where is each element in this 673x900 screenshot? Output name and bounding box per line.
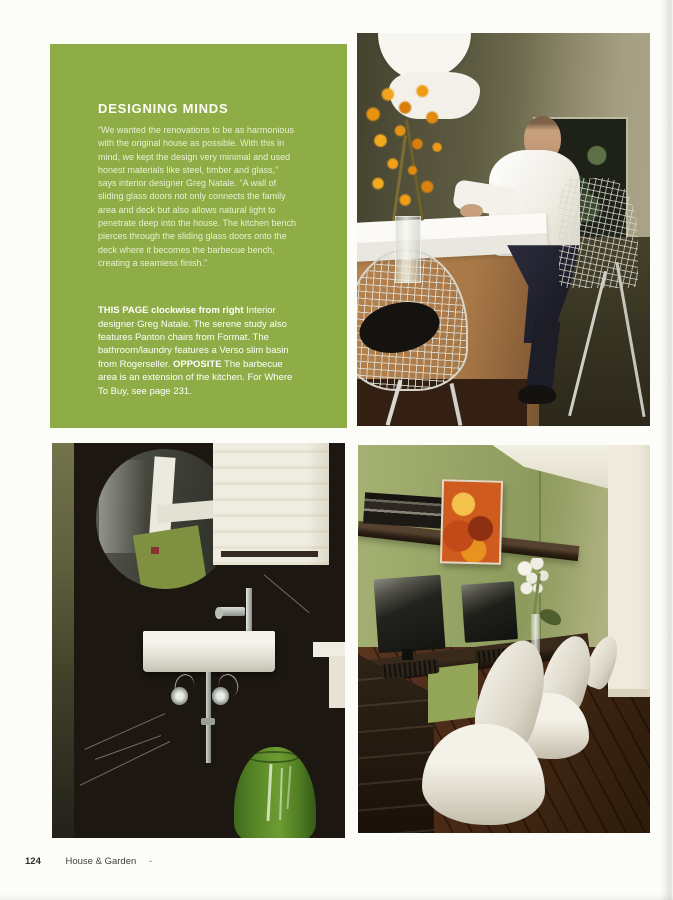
wire-barstool-right <box>559 178 638 288</box>
stool-cushion <box>357 296 444 361</box>
computer-monitor-right <box>461 581 517 643</box>
mirror-reflection-green-wall <box>133 525 207 589</box>
towel-rail <box>313 642 345 657</box>
tap-riser <box>246 588 251 633</box>
caption-opposite-label: OPPOSITE <box>172 358 222 370</box>
man-shoe <box>518 385 556 405</box>
orange-artwork <box>440 479 503 564</box>
pipe-joint <box>201 718 215 725</box>
photo-portrait-greg-natale <box>357 33 650 426</box>
tap-spout-tip <box>215 607 223 619</box>
wall-edge-strip <box>52 443 74 838</box>
caption-opposite-text: The barbecue area is an extension of the kitchen. For Where To Buy, see page 231. <box>98 358 293 397</box>
orange-orchid-flowers <box>357 68 474 233</box>
wall-mounted-tap <box>219 607 245 616</box>
stool-top-rim <box>248 751 299 763</box>
verso-slim-basin <box>143 631 275 672</box>
mirror-reflection-detail <box>151 547 159 554</box>
book-stack <box>363 492 444 528</box>
skirting-board <box>608 689 650 697</box>
door-panel-bar <box>221 551 318 557</box>
stool-gloss-highlight <box>279 768 283 820</box>
magazine-title: House & Garden <box>65 856 137 867</box>
scan-edge-shading-bottom <box>0 894 673 900</box>
page-number: 124 <box>25 856 41 867</box>
article-body: “We wanted the renovations to be as harmonious with the original house as possible. With this in mind, we kept the design very minimal and used honest materials like steel, timber and glass,” says interior designer Greg Natale. “A wall of sliding glass doors not only connects the family area and deck but also allows natural light to penetrate deep into the house. The kitchen bench pierces through the sliding glass doors onto the deck where it becomes the barbecue bench, creating a seamless finish.” <box>98 125 296 268</box>
feature-text-box <box>50 44 347 428</box>
computer-monitor-left <box>373 575 445 653</box>
white-towel <box>329 656 345 707</box>
white-door-panel <box>213 443 329 565</box>
photo-study <box>358 445 650 833</box>
article-title: DESIGNING MINDS <box>98 101 229 116</box>
white-orchid-flowers <box>516 558 551 601</box>
stool-gloss-highlight <box>286 766 291 809</box>
monitor-stand <box>402 649 414 661</box>
caption-this-page-lead: THIS PAGE clockwise from right <box>98 305 244 317</box>
photo-caption <box>98 304 294 398</box>
scan-edge-shading <box>661 0 673 900</box>
page-footer <box>25 856 152 867</box>
photo-bathroom-laundry <box>52 443 345 838</box>
stool-gloss-highlight <box>267 764 273 821</box>
footer-mark: - <box>148 856 153 867</box>
caption-this-page-text: Interior designer Greg Natale. The serene study also features Panton chairs from Format. The bathroom/laundry features a Verso slim basin from Rogerseller. <box>98 305 289 370</box>
